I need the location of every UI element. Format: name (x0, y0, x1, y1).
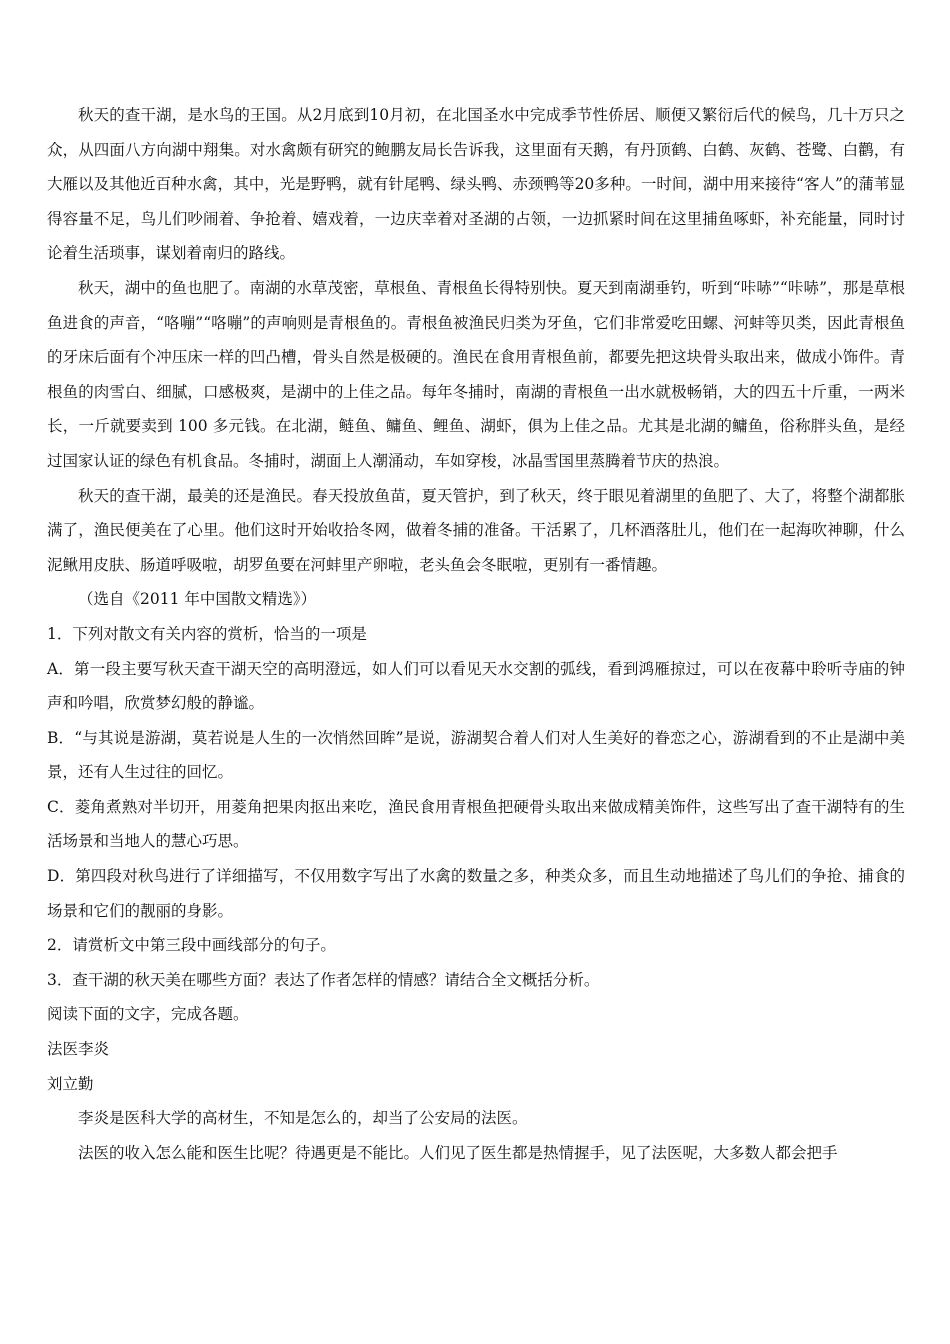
question-1-option-d: D．第四段对秋鸟进行了详细描写，不仅用数字写出了水禽的数量之多，种类众多，而且生动地描述了鸟儿们的争抢、捕食的场景和它们的靓丽的身影。 (47, 867, 905, 920)
story-paragraph: 李炎是医科大学的高材生，不知是怎么的，却当了公安局的法医。 (78, 1109, 528, 1128)
reading-instruction: 阅读下面的文字，完成各题。 (47, 1005, 249, 1024)
question-2: 2．请赏析文中第三段中画线部分的句子。 (47, 936, 336, 955)
paragraph-migratory-birds: 秋天的查干湖，是水鸟的王国。从2月底到10月初，在北国圣水中完成季节性侨居、顺便又繁衍后代的候鸟，几十万只之众，从四面八方向湖中翔集。对水禽颇有研究的鲍鹏友局长告诉我，这里面有天鹅，有丹顶鹤、白鹤、灰鹤、苍鹭、白鹳，有大雁以及其他近百种水禽，其中，光是野鸭，就有针尾鸭、绿头鸭、赤颈鸭等20多种。一时间，湖中用来接待“客人”的蒲苇显得容量不足，鸟儿们吵闹着、争抢着、嬉戏着，一边庆幸着对圣湖的占领，一边抓紧时间在这里捕鱼啄虾，补充能量，同时讨论着生活琐事，谋划着南归的路线。 (47, 106, 905, 263)
question-1-stem: 1．下列对散文有关内容的赏析，恰当的一项是 (47, 624, 367, 643)
passage-one (47, 98, 905, 617)
question-1-option-a: A．第一段主要写秋天查干湖天空的高明澄远，如人们可以看见天水交割的弧线，看到鸿雁掠过，可以在夜幕中聆听寺庙的钟声和吟唱，欣赏梦幻般的静谧。 (47, 659, 905, 713)
paragraph-fish: 秋天，湖中的鱼也肥了。南湖的水草茂密，草根鱼、青根鱼长得特别快。夏天到南湖垂钓，听到“咔哧”“咔哧”，那是草根鱼进食的声音，“咯嘣”“咯嘣”的声响则是青根鱼的。青根鱼被渔民归类为牙鱼，它们非常爱吃田螺、河蚌等贝类，因此青根鱼的牙床后面有个冲压床一样的凹凸槽，骨头自然是极硬的。渔民在食用青根鱼前，都要先把这块骨头取出来，做成小饰件。青根鱼的肉雪白、细腻，口感极爽，是湖中的上佳之品。每年冬捕时，南湖的青根鱼一出水就极畅销，大的四五十斤重，一两米长，一斤就要卖到 100 多元钱。在北湖，鲢鱼、鳙鱼、鲤鱼、湖虾，俱为上佳之品。尤其是北湖的鳙鱼，俗称胖头鱼，是经过国家认证的绿色有机食品。冬捕时，湖面上人潮涌动，车如穿梭，冰晶雪国里蒸腾着节庆的热浪。 (47, 278, 905, 470)
questions-section (47, 617, 905, 998)
story-title: 法医李炎 (47, 1040, 110, 1059)
question-3: 3．查干湖的秋天美在哪些方面？表达了作者怎样的情感？请结合全文概括分析。 (47, 970, 600, 989)
document-page (47, 98, 905, 1170)
source-citation: （选自《2011 年中国散文精选》） (78, 590, 317, 609)
paragraph-fishermen: 秋天的查干湖，最美的还是渔民。春天投放鱼苗，夏天管护，到了秋天，终于眼见着湖里的鱼肥了、大了，将整个湖都胀满了，渔民便美在了心里。他们这时开始收拾冬网，做着冬捕的准备。干活累了，几杯酒落肚儿，他们在一起海吹神聊，什么泥鳅用皮肤、肠道呼吸啦，胡罗鱼要在河蚌里产卵啦，老头鱼会冬眠啦，更别有一番情趣。 (47, 486, 905, 574)
story-author: 刘立勤 (47, 1074, 94, 1093)
question-1-option-b: B．“与其说是游湖，莫若说是人生的一次悄然回眸”是说，游湖契合着人们对人生美好的眷恋之心，游湖看到的不止是湖中美景，还有人生过往的回忆。 (47, 728, 905, 782)
story-paragraph: 法医的收入怎么能和医生比呢？待遇更是不能比。人们见了医生都是热情握手，见了法医呢，大多数人都会把手 (78, 1143, 838, 1162)
question-1-option-c: C．菱角煮熟对半切开，用菱角把果肉抠出来吃，渔民食用青根鱼把硬骨头取出来做成精美饰件，这些写出了查干湖特有的生活场景和当地人的慧心巧思。 (47, 797, 905, 851)
passage-two (47, 997, 905, 1170)
